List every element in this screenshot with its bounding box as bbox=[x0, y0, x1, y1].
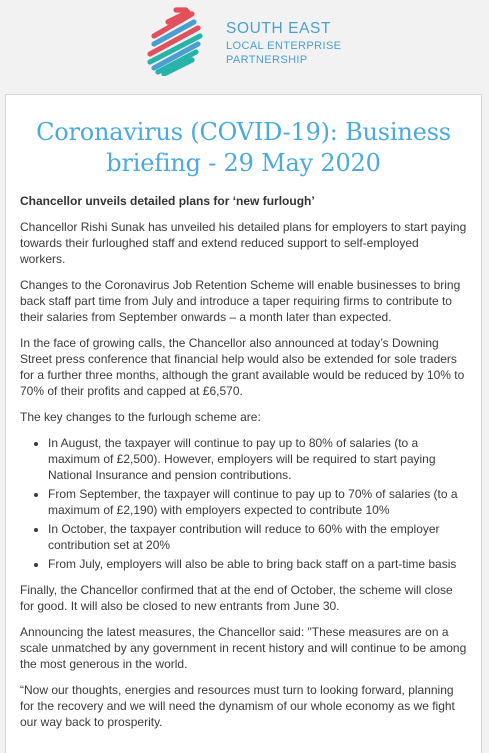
paragraph: Chancellor Rishi Sunak has unveiled his detailed plans for employers to start paying towards their furloughed staff and extend reduced support to self-employed workers. bbox=[20, 220, 467, 266]
article-card bbox=[5, 94, 482, 753]
paragraph: Finally, the Chancellor confirmed that at the end of October, the scheme will close for good. It will also be closed to new entrants from June 30. bbox=[20, 583, 453, 613]
list-item: • In August, the taxpayer will continue to pay up to 80% of salaries (to a maximum of £2,500). However, employers will be required to start paying National Insurance and pension contributions. bbox=[48, 435, 467, 483]
article-title: Coronavirus (COVID-19): Business briefing - 29 May 2020 bbox=[36, 118, 451, 177]
selep-logo-icon bbox=[146, 6, 204, 76]
list-item: • In October, the taxpayer contribution will reduce to 60% with the employer contribution set at 20% bbox=[48, 521, 467, 553]
header bbox=[0, 0, 489, 92]
key-changes-list bbox=[20, 435, 467, 572]
paragraph: “Now our thoughts, energies and resources must turn to looking forward, planning for the recovery and we will need the dynamism of our whole economy as we fight our way back to prosperity. bbox=[20, 683, 455, 729]
brand-line-3: PARTNERSHIP bbox=[226, 53, 308, 66]
paragraph: Announcing the latest measures, the Chancellor said: "These measures are on a scale unmatched by any government in recent history and will continue to be among the most generous in the world. bbox=[20, 625, 467, 671]
paragraph: In the face of growing calls, the Chancellor also announced at today’s Downing Street press conference that financial help would also be extended for sole traders for a further three months, although the grant available would be reduced by 10% to 70% of their profits and capped at £6,570. bbox=[20, 336, 465, 398]
brand-wordmark bbox=[226, 21, 341, 69]
paragraph: Changes to the Coronavirus Job Retention Scheme will enable businesses to bring back staff part time from July and introduce a taper requiring firms to contribute to their salaries from September onwards – a month later than expected. bbox=[20, 278, 461, 324]
list-item: • From July, employers will also be able to bring back staff on a part-time basis bbox=[48, 556, 467, 572]
list-item: • From September, the taxpayer will continue to pay up to 70% of salaries (to a maximum of £2,190) with employers expected to contribute 10% bbox=[48, 486, 467, 518]
paragraph: The key changes to the furlough scheme are: bbox=[20, 410, 261, 424]
article-subhead: Chancellor unveils detailed plans for ‘new furlough’ bbox=[20, 194, 315, 208]
brand-line-1: SOUTH EAST bbox=[226, 20, 332, 37]
brand-line-2: LOCAL ENTERPRISE bbox=[226, 39, 342, 52]
